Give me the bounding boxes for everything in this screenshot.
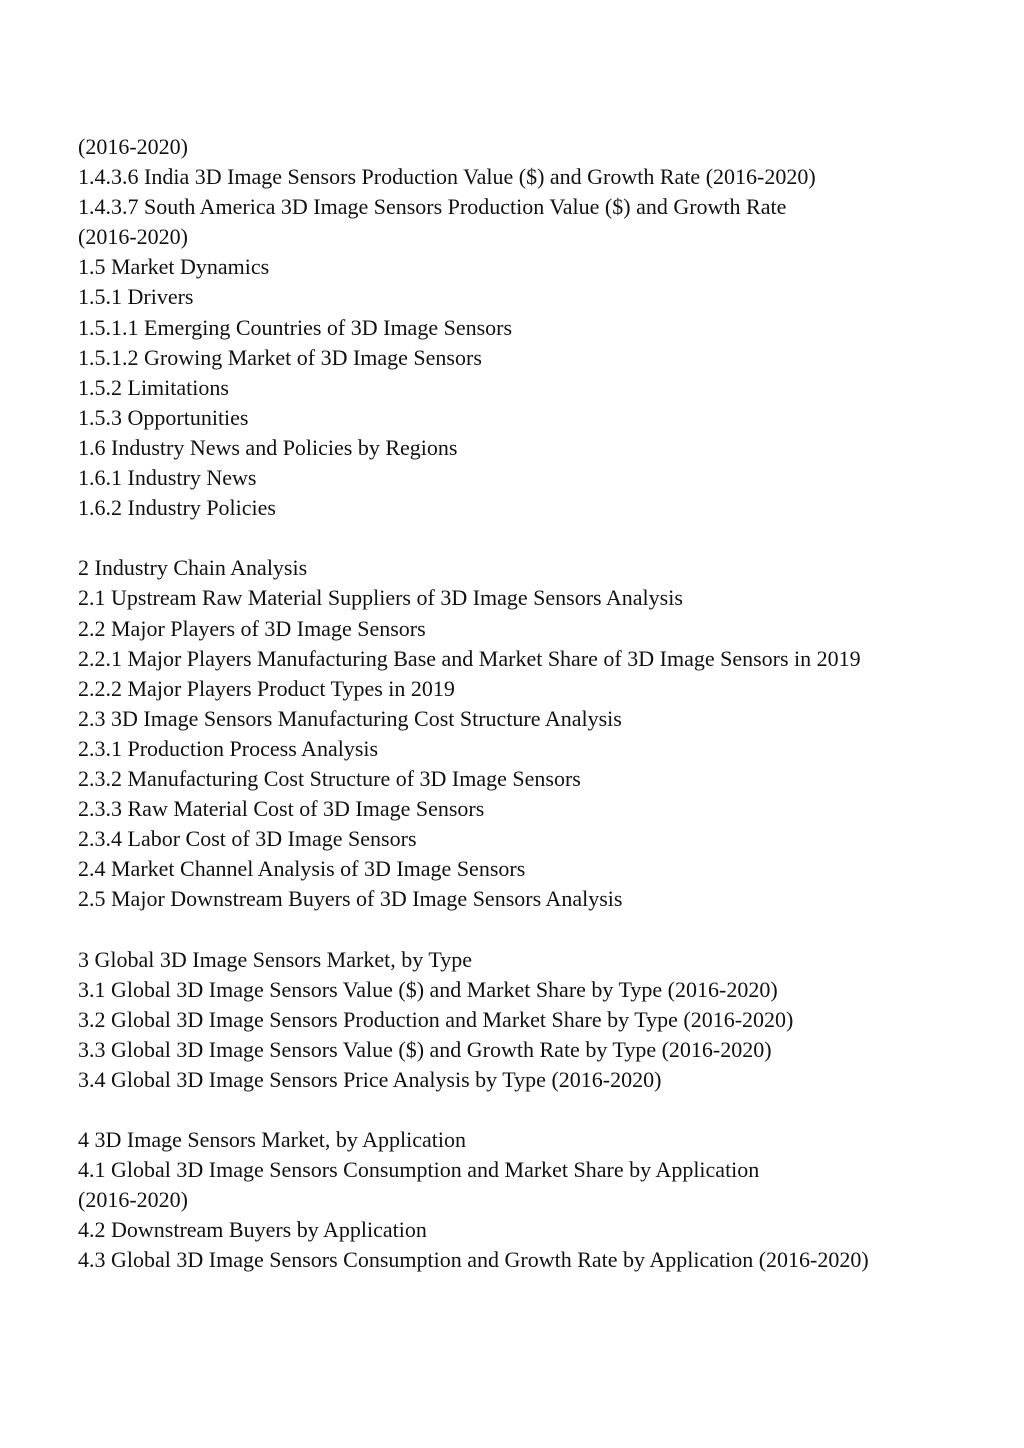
toc-line: 2.3.4 Labor Cost of 3D Image Sensors bbox=[78, 826, 417, 852]
toc-line: 1.6 Industry News and Policies by Regions bbox=[78, 434, 458, 460]
toc-line: 2.2.2 Major Players Product Types in 2019 bbox=[78, 675, 455, 701]
toc-line: 3.3 Global 3D Image Sensors Value ($) and Growth Rate by Type (2016-2020) bbox=[78, 1036, 772, 1062]
toc-line: 2.3.1 Production Process Analysis bbox=[78, 735, 379, 761]
toc-line: 1.5 Market Dynamics bbox=[78, 254, 270, 280]
toc-line: 3.2 Global 3D Image Sensors Production and Market Share by Type (2016-2020) bbox=[78, 1006, 794, 1032]
toc-line: 2.1 Upstream Raw Material Suppliers of 3D Image Sensors Analysis bbox=[78, 585, 683, 611]
toc-line: 4.2 Downstream Buyers by Application bbox=[78, 1217, 427, 1243]
toc-line: 1.5.2 Limitations bbox=[78, 374, 229, 400]
toc-line: 2.4 Market Channel Analysis of 3D Image Sensors bbox=[78, 856, 526, 882]
toc-line: 4.3 Global 3D Image Sensors Consumption and Growth Rate by Application (2016-2020) bbox=[78, 1247, 869, 1273]
toc-line: 2.2 Major Players of 3D Image Sensors bbox=[78, 615, 426, 641]
toc-line: 3.4 Global 3D Image Sensors Price Analysis by Type (2016-2020) bbox=[78, 1066, 662, 1092]
toc-line: 2.5 Major Downstream Buyers of 3D Image Sensors Analysis bbox=[78, 886, 623, 912]
toc-line: 1.6.1 Industry News bbox=[78, 465, 257, 491]
toc-line: 2.3 3D Image Sensors Manufacturing Cost Structure Analysis bbox=[78, 705, 622, 731]
toc-line: 3.1 Global 3D Image Sensors Value ($) and Market Share by Type (2016-2020) bbox=[78, 976, 778, 1002]
section-spacer bbox=[78, 914, 978, 944]
toc-line: 1.6.2 Industry Policies bbox=[78, 495, 276, 521]
toc-line: 1.4.3.6 India 3D Image Sensors Production Value ($) and Growth Rate (2016-2020) bbox=[78, 164, 816, 190]
toc-line: (2016-2020) bbox=[78, 224, 188, 250]
toc-line: 2.3.2 Manufacturing Cost Structure of 3D Image Sensors bbox=[78, 765, 581, 791]
toc-line: 2 Industry Chain Analysis bbox=[78, 555, 308, 581]
toc-line: 3 Global 3D Image Sensors Market, by Type bbox=[78, 946, 472, 972]
toc-line: 1.4.3.7 South America 3D Image Sensors Production Value ($) and Growth Rate bbox=[78, 194, 787, 220]
section-spacer bbox=[78, 523, 978, 553]
toc-line: 2.2.1 Major Players Manufacturing Base and Market Share of 3D Image Sensors in 2019 bbox=[78, 645, 861, 671]
toc-line: 1.5.3 Opportunities bbox=[78, 404, 249, 430]
toc-line: (2016-2020) bbox=[78, 1187, 188, 1213]
toc-line: (2016-2020) bbox=[78, 134, 188, 159]
section-spacer bbox=[78, 1095, 978, 1125]
toc-line: 1.5.1 Drivers bbox=[78, 284, 194, 310]
table-of-contents bbox=[78, 132, 978, 1276]
toc-line: 1.5.1.2 Growing Market of 3D Image Sensors bbox=[78, 344, 482, 370]
toc-line: 4.1 Global 3D Image Sensors Consumption and Market Share by Application bbox=[78, 1157, 760, 1183]
toc-line: 4 3D Image Sensors Market, by Application bbox=[78, 1127, 466, 1153]
toc-line: 1.5.1.1 Emerging Countries of 3D Image Sensors bbox=[78, 314, 513, 340]
toc-line: 2.3.3 Raw Material Cost of 3D Image Sensors bbox=[78, 796, 485, 822]
